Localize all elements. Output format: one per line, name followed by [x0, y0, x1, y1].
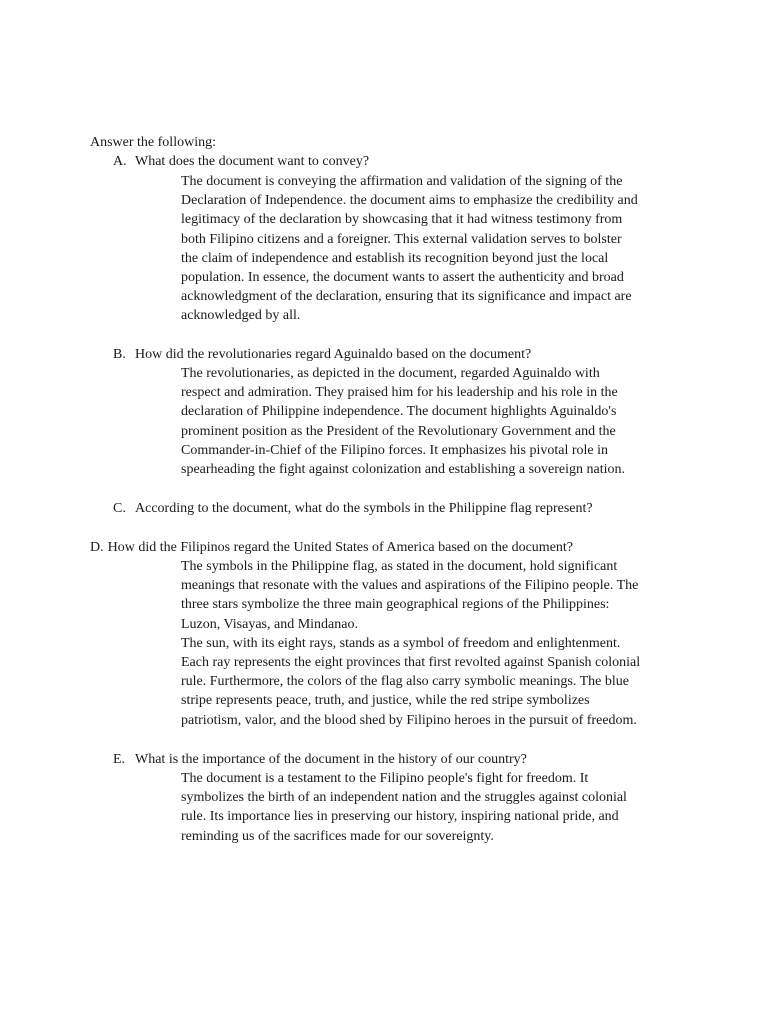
- question-e: [113, 750, 527, 769]
- question-d: [90, 538, 573, 557]
- answer-line: Declaration of Independence. the document aims to emphasize the credibility and: [181, 193, 638, 209]
- answer-line: declaration of Philippine independence. The document highlights Aguinaldo's: [181, 404, 617, 420]
- question-text: What does the document want to convey?: [135, 154, 370, 169]
- answer-line: Each ray represents the eight provinces that first revolted against Spanish colonial: [181, 655, 641, 671]
- answer-line: rule. Furthermore, the colors of the flag also carry symbolic meanings. The blue: [181, 674, 629, 690]
- question-text: According to the document, what do the symbols in the Philippine flag represent?: [135, 501, 593, 516]
- answer-line: population. In essence, the document wants to assert the authenticity and broad: [181, 270, 624, 286]
- question-text: What is the importance of the document in the history of our country?: [135, 752, 527, 767]
- answer-line: The revolutionaries, as depicted in the document, regarded Aguinaldo with: [181, 366, 600, 381]
- answer-line: three stars symbolize the three main geographical regions of the Philippines:: [181, 597, 610, 613]
- answer-line: symbolizes the birth of an independent nation and the struggles against colonial: [181, 790, 627, 806]
- answer-line: Commander-in-Chief of the Filipino forces. It emphasizes his pivotal role in: [181, 442, 609, 458]
- answer-line: Luzon, Visayas, and Mindanao.: [181, 616, 358, 632]
- question-c: [113, 499, 593, 518]
- question-text: How did the revolutionaries regard Aguinaldo based on the document?: [135, 347, 532, 362]
- answer-line: stripe represents peace, truth, and justice, while the red stripe symbolizes: [181, 693, 590, 709]
- answer-line: rule. Its importance lies in preserving our history, inspiring national pride, and: [181, 809, 619, 825]
- answer-line: spearheading the fight against colonization and establishing a sovereign nation.: [181, 462, 625, 478]
- instruction-heading: Answer the following:: [90, 135, 216, 150]
- answer-line: patriotism, valor, and the blood shed by Filipino heroes in the pursuit of freedom.: [181, 712, 637, 728]
- question-text: How did the Filipinos regard the United States of America based on the document?: [107, 540, 574, 555]
- answer-b: [181, 364, 625, 479]
- answer-line: the claim of independence and establish its recognition beyond just the local: [181, 250, 609, 266]
- answer-line: The symbols in the Philippine flag, as stated in the document, hold significant: [181, 559, 618, 574]
- answer-line: The sun, with its eight rays, stands as a symbol of freedom and enlightenment.: [181, 635, 621, 651]
- answer-line: meanings that resonate with the values and aspirations of the Filipino people. The: [181, 578, 639, 594]
- answer-d: [181, 557, 640, 730]
- answer-line: acknowledgment of the declaration, ensuring that its significance and impact are: [181, 289, 632, 305]
- answer-line: reminding us of the sacrifices made for our sovereignty.: [181, 828, 494, 844]
- question-b: [113, 345, 531, 364]
- answer-line: legitimacy of the declaration by showcasing that it had witness testimony from: [181, 212, 623, 228]
- answer-a: [181, 172, 638, 326]
- question-letter: A.: [113, 154, 127, 169]
- question-letter: B.: [113, 347, 126, 362]
- answer-line: respect and admiration. They praised him for his leadership and his role in the: [181, 385, 618, 401]
- question-letter: E.: [113, 752, 126, 767]
- question-a: [113, 152, 369, 171]
- answer-line: prominent position as the President of the Revolutionary Government and the: [181, 423, 616, 439]
- answer-line: The document is a testament to the Filipino people's fight for freedom. It: [181, 771, 589, 786]
- answer-line: both Filipino citizens and a foreigner. This external validation serves to bolster: [181, 231, 622, 247]
- question-letter: C.: [113, 501, 126, 516]
- answer-line: acknowledged by all.: [181, 308, 301, 324]
- answer-line: The document is conveying the affirmation and validation of the signing of the: [181, 174, 623, 189]
- answer-e: [181, 769, 627, 846]
- question-letter: D.: [90, 540, 104, 555]
